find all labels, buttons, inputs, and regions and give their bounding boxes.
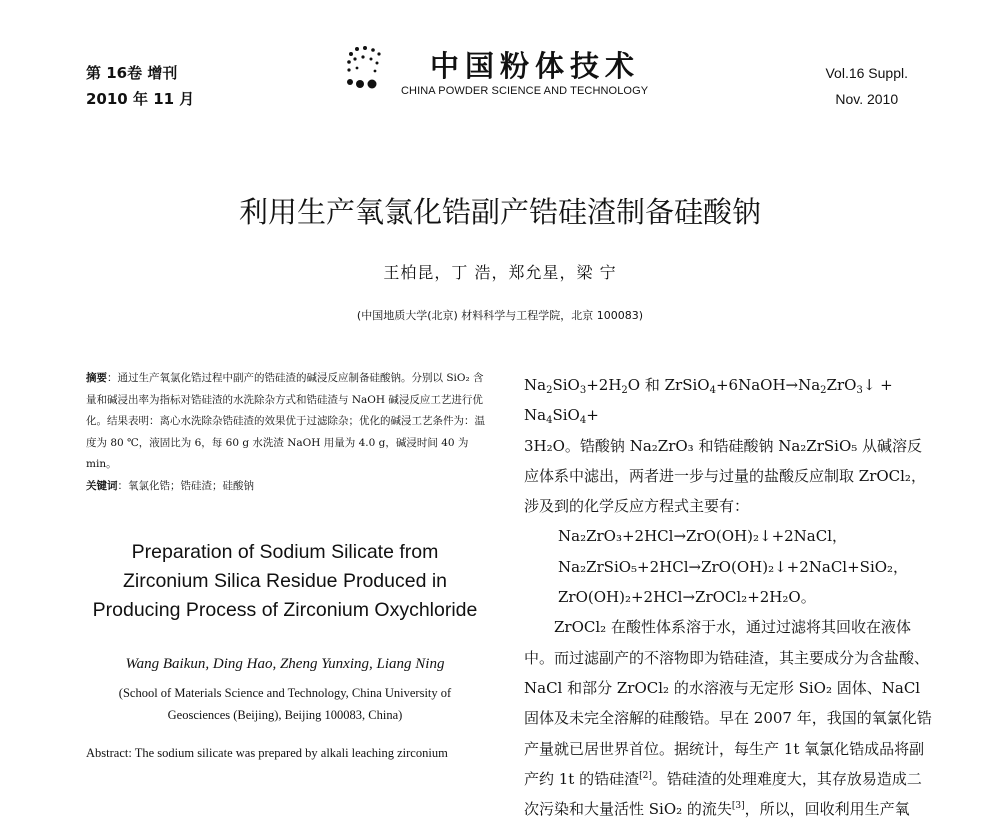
abstract-label: 摘要 [86,372,107,384]
title-en-line: Preparation of Sodium Silicate from [131,541,439,563]
article-title-en [60,538,510,625]
volume-cn: 第 16卷 增刊 [86,64,178,82]
volume-en: Vol.16 Suppl. [825,65,908,81]
keywords-text: ：氧氯化锆；锆硅渣；硅酸钠 [117,479,254,492]
abstract-cn [86,368,490,497]
equation-2: Na₂ZrSiO₅+2HCl→ZrO(OH)₂↓+2NaCl+SiO₂， [558,557,909,576]
equation-1: Na₂ZrO₃+2HCl→ZrO(OH)₂↓+2NaCl， [558,527,848,546]
journal-name-en: CHINA POWDER SCIENCE AND TECHNOLOGY [401,85,649,97]
volume-info-en [825,60,908,112]
abstract-text: ：通过生产氧氯化锆过程中副产的锆硅渣的碱浸反应制备硅酸钠。分别以 SiO₂ 含量和碱浸出率为指标对锆硅渣的水洗除杂方式和锆硅渣与 NaOH 碱浸反应工艺进行优化。结果表明：离心水洗除杂锆硅渣的效果优于过滤除杂；优化的碱浸工艺条件为：温度为 80 ℃，液固比为 6，每 60 g 水洗渣 NaOH 用量为 4.0 g，碱浸时间 40 为 min。 [86,372,485,470]
affiliation-cn: (中国地质大学(北京) 材料科学与工程学院，北京 100083) [356,309,644,322]
article-title-cn: 利用生产氧氯化锆副产锆硅渣制备硅酸钠 [238,195,761,229]
abstract-en-start: Abstract: The sodium silicate was prepared by alkali leaching zirconium [86,746,448,760]
citation-3[interactable]: [3] [731,801,745,812]
keywords-cn [86,476,490,498]
authors-en: Wang Baikun, Ding Hao, Zheng Yunxing, Liang Ning [125,656,445,672]
equation-3: ZrO(OH)₂+2HCl→ZrOCl₂+2H₂O。 [558,588,816,607]
date-en: Nov. 2010 [835,91,899,107]
reaction-line-1: $Na_2SiO_3+2H_2O$ 和 $ZrSiO_4+6NaOH\to Na_2ZrO_3↓ + Na_4SiO_4+$ [524,376,893,427]
abstract-cn-paragraph [86,368,490,476]
title-en-line: Producing Process of Zirconium Oxychloride [92,599,478,621]
journal-name-cn: 中国粉体技术 [430,49,641,83]
volume-info-cn [86,60,194,112]
authors-cn: 王柏昆，丁 浩，郑允星，梁 宁 [383,263,617,282]
body-text [524,370,934,824]
title-en-line: Zirconium Silica Residue Produced in [122,570,448,592]
affiliation-en-line: Geosciences (Beijing), Beijing 100083, China) [167,708,403,722]
body-paragraph-1: 3H₂O。锆酸钠 Na₂ZrO₃ 和锆硅酸钠 Na₂ZrSiO₅ 从碱溶反应体系中滤出，两者进一步与过量的盐酸反应制取 ZrOCl₂，涉及到的化学反应方程式主要有： [524,436,926,516]
affiliation-en [90,682,480,726]
body-paragraph-2: ZrOCl₂ 在酸性体系溶于水，通过过滤将其回收在液体中。而过滤副产的不溶物即为锆硅渣，其主要成分为含盐酸、NaCl 和部分 ZrOCl₂ 的水溶液与无定形 SiO₂ 固体、NaCl 固体及未完全溶解的硅酸锆。早在 2007 年，我国的氧氯化锆产量就已居世界首位。据统计，每生产 1t 氧氯化锆成品将副产约 1t 的锆硅渣[2]。锆硅渣的处理难度大，其存放易造成二次污染和大量活性 SiO₂ 的流失[3]，所以，回收利用生产氧 [524,618,932,819]
affiliation-en-line: (School of Materials Science and Technology, China University of [118,686,452,700]
citation-2[interactable]: [2] [639,770,652,781]
journal-logo-icon [345,44,385,96]
date-cn: 2010 年 11 月 [86,90,195,108]
keywords-label: 关键词 [86,479,118,492]
